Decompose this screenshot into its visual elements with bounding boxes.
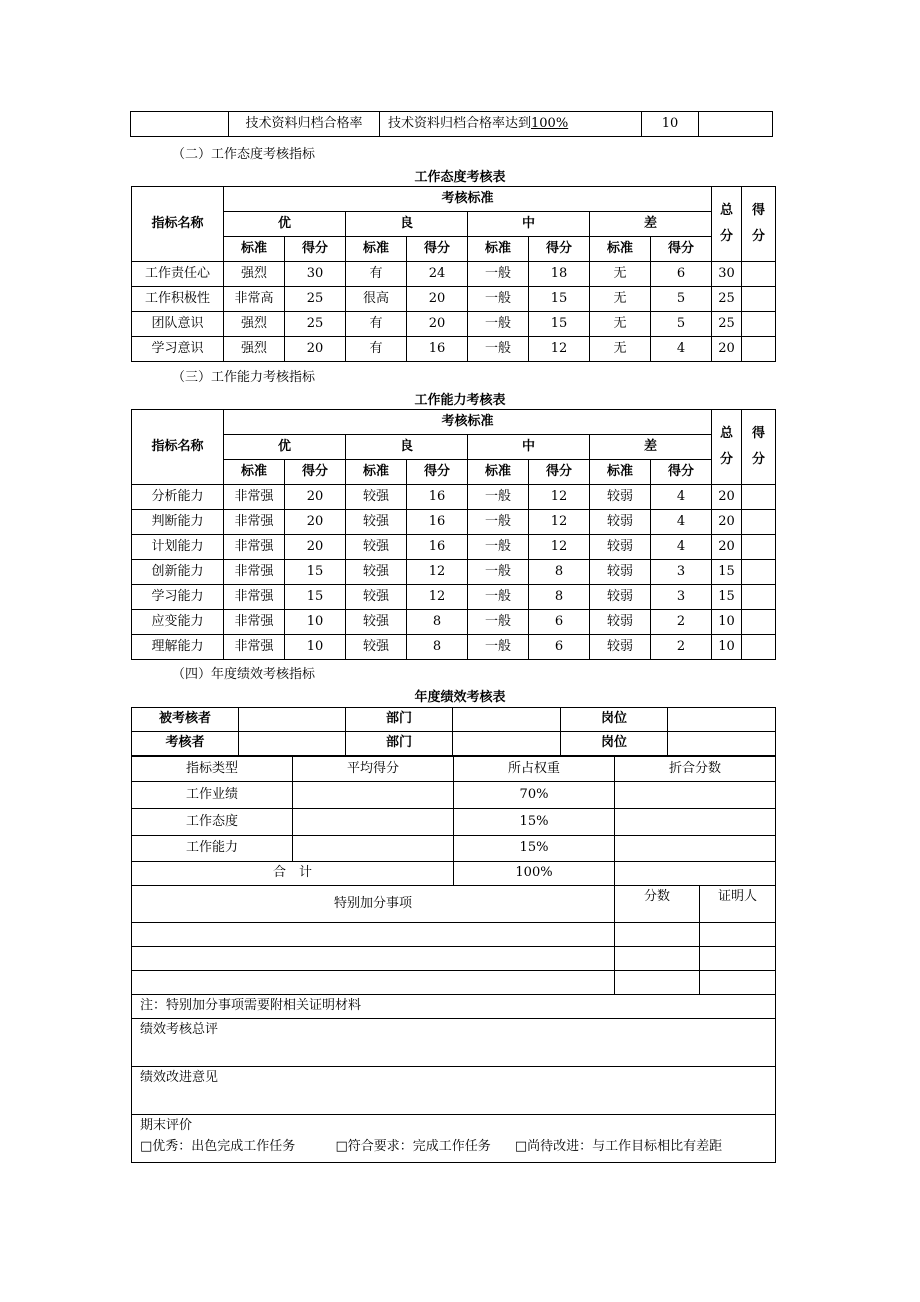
row-got [742,635,776,660]
cell: 18 [529,262,590,287]
cell: 无 [590,287,651,312]
cell: 无 [590,337,651,362]
option-improve[interactable]: □尚待改进：与工作目标相比有差距 [514,1138,723,1154]
cell: 5 [651,312,712,337]
std-label: 标准 [590,237,651,262]
header-name: 指标名称 [132,187,224,262]
cell: 12 [407,585,468,610]
dept-value [453,732,561,756]
bonus-score-label: 分数 [615,886,700,923]
table-row [132,809,776,836]
empty-cell [699,112,773,137]
improve-label: 绩效改进意见 [132,1067,776,1115]
cell: 12 [529,535,590,560]
assessor-label: 考核者 [132,732,239,756]
bonus-score [615,971,700,995]
cell: 较强 [346,485,407,510]
cell: 较强 [346,635,407,660]
summary-label: 绩效考核总评 [132,1019,776,1067]
std-label: 标准 [346,237,407,262]
row-weight: 70% [454,782,615,809]
final-evaluation [132,1115,776,1163]
cell: 一般 [468,312,529,337]
section2-caption: 工作态度考核表 [414,170,506,185]
cell: 一般 [468,485,529,510]
cell: 20 [285,510,346,535]
score-label: 得分 [285,237,346,262]
section2-heading: （二）工作态度考核指标 [172,147,316,162]
empty-cell [131,112,229,137]
cell: 8 [529,585,590,610]
table-row [132,585,776,610]
cell: 20 [285,485,346,510]
grade-medium: 中 [468,212,590,237]
final-options [140,1140,775,1155]
grade-poor: 差 [590,435,712,460]
cell: 3 [651,585,712,610]
row-weight: 15% [454,836,615,862]
cell: 25 [285,287,346,312]
cell: 较弱 [590,585,651,610]
cell: 4 [651,535,712,560]
cell: 较强 [346,610,407,635]
cell: 非常高 [224,287,285,312]
table-row [132,262,776,287]
row-avg [293,782,454,809]
cell: 12 [407,560,468,585]
cell: 20 [407,287,468,312]
final-label: 期末评价 [140,1118,193,1133]
cell: 20 [285,535,346,560]
row-name: 创新能力 [132,560,224,585]
std-label: 标准 [590,460,651,485]
cell: 15 [285,560,346,585]
bonus-score [615,947,700,971]
cell: 4 [651,337,712,362]
cell: 非常强 [224,635,285,660]
row-avg [293,809,454,836]
assessee-value [239,708,346,732]
row-got [742,485,776,510]
row-got [742,510,776,535]
table-row [132,782,776,809]
row-total: 20 [712,337,742,362]
cell: 16 [407,337,468,362]
table-row [132,485,776,510]
table-row [132,337,776,362]
table-row [132,862,776,886]
cell: 强烈 [224,262,285,287]
post-label: 岗位 [561,732,668,756]
cell: 有 [346,312,407,337]
std-label: 标准 [346,460,407,485]
score-label: 得分 [407,460,468,485]
ability-table [131,409,776,660]
annual-table-people [131,707,776,756]
note: 注：特别加分事项需要附相关证明材料 [132,995,776,1019]
sum-weight: 100% [454,862,615,886]
cell: 强烈 [224,337,285,362]
row-name: 工作责任心 [132,262,224,287]
row-got [742,337,776,362]
row-total: 25 [712,312,742,337]
post-label: 岗位 [561,708,668,732]
row-got [742,610,776,635]
cell: 非常强 [224,610,285,635]
score-label: 得分 [529,237,590,262]
cell: 20 [407,312,468,337]
grade-poor: 差 [590,212,712,237]
row-total: 15 [712,560,742,585]
assessee-label: 被考核者 [132,708,239,732]
bonus-item [132,971,615,995]
cell: 12 [529,485,590,510]
cell: 12 [529,337,590,362]
row-total: 15 [712,585,742,610]
table-row [132,312,776,337]
cell: 8 [407,610,468,635]
cell: 6 [529,635,590,660]
cell: 较强 [346,585,407,610]
std-label: 标准 [468,460,529,485]
section3-heading: （三）工作能力考核指标 [172,370,316,385]
cell: 非常强 [224,510,285,535]
col-type: 指标类型 [132,757,293,782]
cell: 2 [651,635,712,660]
row-converted [615,809,776,836]
row-total: 20 [712,485,742,510]
annual-table-scores [131,756,776,1163]
row-total: 30 [712,262,742,287]
option-excellent[interactable]: □优秀：出色完成工作任务 [140,1138,296,1154]
cell: 无 [590,312,651,337]
table-row [132,510,776,535]
col-converted: 折合分数 [615,757,776,782]
row-total: 25 [712,287,742,312]
cell: 较弱 [590,510,651,535]
bonus-row [132,947,776,971]
score-label: 得分 [651,460,712,485]
grade-good: 良 [346,435,468,460]
cell: 一般 [468,610,529,635]
cell: 有 [346,337,407,362]
bonus-label: 特别加分事项 [132,886,615,923]
header-criteria: 考核标准 [224,187,712,212]
cell: 较弱 [590,610,651,635]
dept-label: 部门 [346,708,453,732]
row-name: 分析能力 [132,485,224,510]
bonus-row [132,923,776,947]
table-row [132,287,776,312]
score-label: 得分 [407,237,468,262]
cell: 15 [529,312,590,337]
cell: 较弱 [590,535,651,560]
row-type: 工作业绩 [132,782,293,809]
cell: 有 [346,262,407,287]
header-got: 得分 [742,187,776,262]
cell: 2 [651,610,712,635]
cell: 3 [651,560,712,585]
row-name: 学习能力 [132,585,224,610]
col-avg: 平均得分 [293,757,454,782]
row-converted [615,836,776,862]
cell: 一般 [468,635,529,660]
grade-excellent: 优 [224,435,346,460]
cell: 16 [407,510,468,535]
grade-medium: 中 [468,435,590,460]
header-total: 总分 [712,187,742,262]
cell: 8 [529,560,590,585]
row-name: 应变能力 [132,610,224,635]
cell: 4 [651,485,712,510]
cell: 16 [407,485,468,510]
sum-label: 合 计 [132,862,454,886]
cell: 10 [285,610,346,635]
cell: 较弱 [590,635,651,660]
cell: 非常强 [224,535,285,560]
cell: 很高 [346,287,407,312]
table-row [132,635,776,660]
row-got [742,535,776,560]
cell: 一般 [468,337,529,362]
row-weight: 15% [454,809,615,836]
bonus-row [132,971,776,995]
table-row [132,535,776,560]
header-name: 指标名称 [132,410,224,485]
cell: 12 [529,510,590,535]
cell: 6 [529,610,590,635]
section3-caption: 工作能力考核表 [414,393,506,408]
cell: 一般 [468,585,529,610]
cell: 20 [285,337,346,362]
section4-heading: （四）年度绩效考核指标 [172,667,316,682]
cell: 15 [529,287,590,312]
bonus-item [132,947,615,971]
cell: 较弱 [590,485,651,510]
bonus-witness [700,947,776,971]
cell: 一般 [468,262,529,287]
row-got [742,312,776,337]
row-name: 工作积极性 [132,287,224,312]
row-name: 判断能力 [132,510,224,535]
table-row [132,560,776,585]
cell: 较强 [346,510,407,535]
cell: 6 [651,262,712,287]
score-label: 得分 [529,460,590,485]
cell: 30 [285,262,346,287]
dept-value [453,708,561,732]
score-label: 得分 [651,237,712,262]
cell: 8 [407,635,468,660]
cell: 10 [285,635,346,660]
row-total: 20 [712,510,742,535]
std-label: 标准 [468,237,529,262]
grade-excellent: 优 [224,212,346,237]
cell: 非常强 [224,560,285,585]
header-total: 总分 [712,410,742,485]
cell: 15 [285,585,346,610]
cell: 强烈 [224,312,285,337]
table-row [132,836,776,862]
row-got [742,262,776,287]
row-type: 工作态度 [132,809,293,836]
post-value [668,732,776,756]
grade-good: 良 [346,212,468,237]
row-avg [293,836,454,862]
score-label: 得分 [285,460,346,485]
cell: 一般 [468,560,529,585]
row-total: 10 [712,610,742,635]
top-continuation-table [130,111,773,137]
bonus-item [132,923,615,947]
table-row [132,610,776,635]
cell: 4 [651,510,712,535]
std-label: 标准 [224,237,285,262]
std-label: 标准 [224,460,285,485]
row-got [742,585,776,610]
col-weight: 所占权重 [454,757,615,782]
option-meets[interactable]: □符合要求：完成工作任务 [335,1138,491,1154]
row-got [742,287,776,312]
cell: 16 [407,535,468,560]
row-type: 工作能力 [132,836,293,862]
row-total: 20 [712,535,742,560]
row-name: 团队意识 [132,312,224,337]
row-name: 计划能力 [132,535,224,560]
section4-caption: 年度绩效考核表 [414,690,506,705]
header-criteria: 考核标准 [224,410,712,435]
row-converted [615,782,776,809]
row-name: 学习意识 [132,337,224,362]
cell: 非常强 [224,585,285,610]
cell: 一般 [468,535,529,560]
cell: 5 [651,287,712,312]
cell: 25 [285,312,346,337]
item-name: 技术资料归档合格率 [229,112,380,137]
attitude-table [131,186,776,362]
cell: 较强 [346,535,407,560]
cell: 较强 [346,560,407,585]
row-name: 理解能力 [132,635,224,660]
dept-label: 部门 [346,732,453,756]
cell: 24 [407,262,468,287]
cell: 较弱 [590,560,651,585]
header-got: 得分 [742,410,776,485]
cell: 非常强 [224,485,285,510]
cell: 一般 [468,510,529,535]
cell: 一般 [468,287,529,312]
cell: 无 [590,262,651,287]
item-standard: 技术资料归档合格率达到100% [380,112,642,137]
row-total: 10 [712,635,742,660]
row-got [742,560,776,585]
sum-converted [615,862,776,886]
post-value [668,708,776,732]
bonus-score [615,923,700,947]
witness-label: 证明人 [700,886,776,923]
assessor-value [239,732,346,756]
bonus-witness [700,923,776,947]
item-score: 10 [642,112,699,137]
bonus-witness [700,971,776,995]
